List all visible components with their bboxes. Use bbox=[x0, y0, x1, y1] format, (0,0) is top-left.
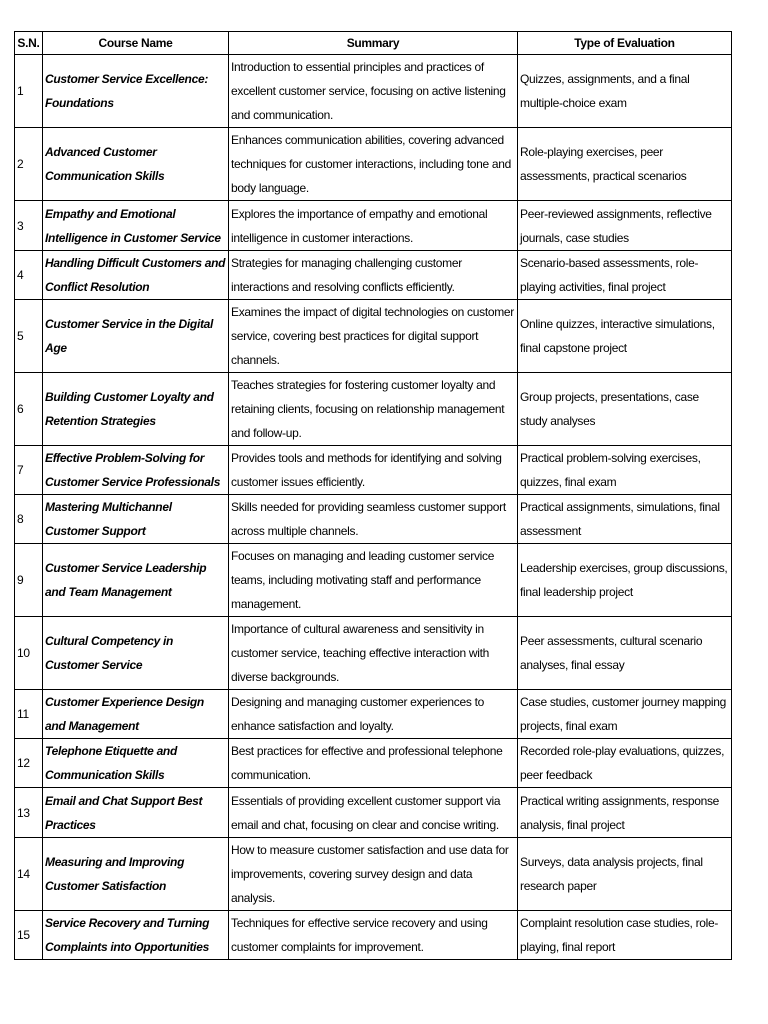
row-course-name: Service Recovery and Turning Complaints into Opportunities bbox=[43, 911, 229, 960]
table-row bbox=[15, 300, 732, 373]
row-evaluation: Quizzes, assignments, and a final multiple-choice exam bbox=[518, 55, 732, 128]
row-sn: 11 bbox=[15, 690, 43, 739]
row-course-name: Email and Chat Support Best Practices bbox=[43, 788, 229, 838]
table-row bbox=[15, 739, 732, 788]
row-course-name: Empathy and Emotional Intelligence in Customer Service bbox=[43, 201, 229, 251]
row-course-name: Mastering Multichannel Customer Support bbox=[43, 495, 229, 544]
row-sn: 3 bbox=[15, 201, 43, 251]
row-course-name: Effective Problem-Solving for Customer Service Professionals bbox=[43, 446, 229, 495]
table-row bbox=[15, 544, 732, 617]
table-row bbox=[15, 201, 732, 251]
row-summary: Designing and managing customer experiences to enhance satisfaction and loyalty. bbox=[229, 690, 518, 739]
row-course-name: Telephone Etiquette and Communication Skills bbox=[43, 739, 229, 788]
table-row bbox=[15, 690, 732, 739]
table-row bbox=[15, 911, 732, 960]
row-evaluation: Scenario-based assessments, role-playing activities, final project bbox=[518, 251, 732, 300]
table-row bbox=[15, 251, 732, 300]
row-sn: 6 bbox=[15, 373, 43, 446]
row-sn: 7 bbox=[15, 446, 43, 495]
row-evaluation: Practical writing assignments, response analysis, final project bbox=[518, 788, 732, 838]
row-evaluation: Practical problem-solving exercises, quizzes, final exam bbox=[518, 446, 732, 495]
row-evaluation: Leadership exercises, group discussions, final leadership project bbox=[518, 544, 732, 617]
row-evaluation: Peer-reviewed assignments, reflective journals, case studies bbox=[518, 201, 732, 251]
table-row bbox=[15, 55, 732, 128]
row-sn: 9 bbox=[15, 544, 43, 617]
row-summary: Enhances communication abilities, covering advanced techniques for customer interactions, including tone and body language. bbox=[229, 128, 518, 201]
table-row bbox=[15, 838, 732, 911]
row-sn: 8 bbox=[15, 495, 43, 544]
row-evaluation: Recorded role-play evaluations, quizzes, peer feedback bbox=[518, 739, 732, 788]
row-summary: How to measure customer satisfaction and use data for improvements, covering survey design and data analysis. bbox=[229, 838, 518, 911]
row-sn: 12 bbox=[15, 739, 43, 788]
row-sn: 14 bbox=[15, 838, 43, 911]
row-summary: Essentials of providing excellent customer support via email and chat, focusing on clear and concise writing. bbox=[229, 788, 518, 838]
row-evaluation: Peer assessments, cultural scenario analyses, final essay bbox=[518, 617, 732, 690]
row-evaluation: Practical assignments, simulations, final assessment bbox=[518, 495, 732, 544]
row-summary: Introduction to essential principles and practices of excellent customer service, focusing on active listening and communication. bbox=[229, 55, 518, 128]
row-summary: Examines the impact of digital technologies on customer service, covering best practices for digital support channels. bbox=[229, 300, 518, 373]
row-sn: 2 bbox=[15, 128, 43, 201]
row-course-name: Advanced Customer Communication Skills bbox=[43, 128, 229, 201]
row-summary: Teaches strategies for fostering customer loyalty and retaining clients, focusing on relationship management and follow-up. bbox=[229, 373, 518, 446]
row-course-name: Measuring and Improving Customer Satisfaction bbox=[43, 838, 229, 911]
row-course-name: Customer Service in the Digital Age bbox=[43, 300, 229, 373]
row-course-name: Customer Service Leadership and Team Management bbox=[43, 544, 229, 617]
header-course-name: Course Name bbox=[43, 32, 229, 55]
table-row bbox=[15, 446, 732, 495]
row-summary: Skills needed for providing seamless customer support across multiple channels. bbox=[229, 495, 518, 544]
row-evaluation: Role-playing exercises, peer assessments, practical scenarios bbox=[518, 128, 732, 201]
row-course-name: Customer Service Excellence: Foundations bbox=[43, 55, 229, 128]
row-evaluation: Case studies, customer journey mapping projects, final exam bbox=[518, 690, 732, 739]
table-row bbox=[15, 128, 732, 201]
table-header-row bbox=[15, 32, 732, 55]
row-summary: Provides tools and methods for identifying and solving customer issues efficiently. bbox=[229, 446, 518, 495]
table-row bbox=[15, 788, 732, 838]
course-table-sheet bbox=[14, 31, 731, 960]
row-summary: Strategies for managing challenging customer interactions and resolving conflicts efficiently. bbox=[229, 251, 518, 300]
row-course-name: Cultural Competency in Customer Service bbox=[43, 617, 229, 690]
row-evaluation: Surveys, data analysis projects, final research paper bbox=[518, 838, 732, 911]
row-sn: 1 bbox=[15, 55, 43, 128]
row-summary: Explores the importance of empathy and emotional intelligence in customer interactions. bbox=[229, 201, 518, 251]
header-sn: S.N. bbox=[15, 32, 43, 55]
row-course-name: Handling Difficult Customers and Conflict Resolution bbox=[43, 251, 229, 300]
row-summary: Importance of cultural awareness and sensitivity in customer service, teaching effective interaction with diverse backgrounds. bbox=[229, 617, 518, 690]
row-sn: 13 bbox=[15, 788, 43, 838]
row-course-name: Customer Experience Design and Management bbox=[43, 690, 229, 739]
course-table bbox=[14, 31, 732, 960]
header-evaluation: Type of Evaluation bbox=[518, 32, 732, 55]
row-summary: Best practices for effective and professional telephone communication. bbox=[229, 739, 518, 788]
table-row bbox=[15, 495, 732, 544]
row-sn: 5 bbox=[15, 300, 43, 373]
row-summary: Focuses on managing and leading customer service teams, including motivating staff and performance management. bbox=[229, 544, 518, 617]
row-evaluation: Complaint resolution case studies, role-playing, final report bbox=[518, 911, 732, 960]
row-evaluation: Group projects, presentations, case study analyses bbox=[518, 373, 732, 446]
row-sn: 15 bbox=[15, 911, 43, 960]
row-course-name: Building Customer Loyalty and Retention Strategies bbox=[43, 373, 229, 446]
row-summary: Techniques for effective service recovery and using customer complaints for improvement. bbox=[229, 911, 518, 960]
row-sn: 4 bbox=[15, 251, 43, 300]
row-sn: 10 bbox=[15, 617, 43, 690]
header-summary: Summary bbox=[229, 32, 518, 55]
table-row bbox=[15, 373, 732, 446]
row-evaluation: Online quizzes, interactive simulations, final capstone project bbox=[518, 300, 732, 373]
table-row bbox=[15, 617, 732, 690]
